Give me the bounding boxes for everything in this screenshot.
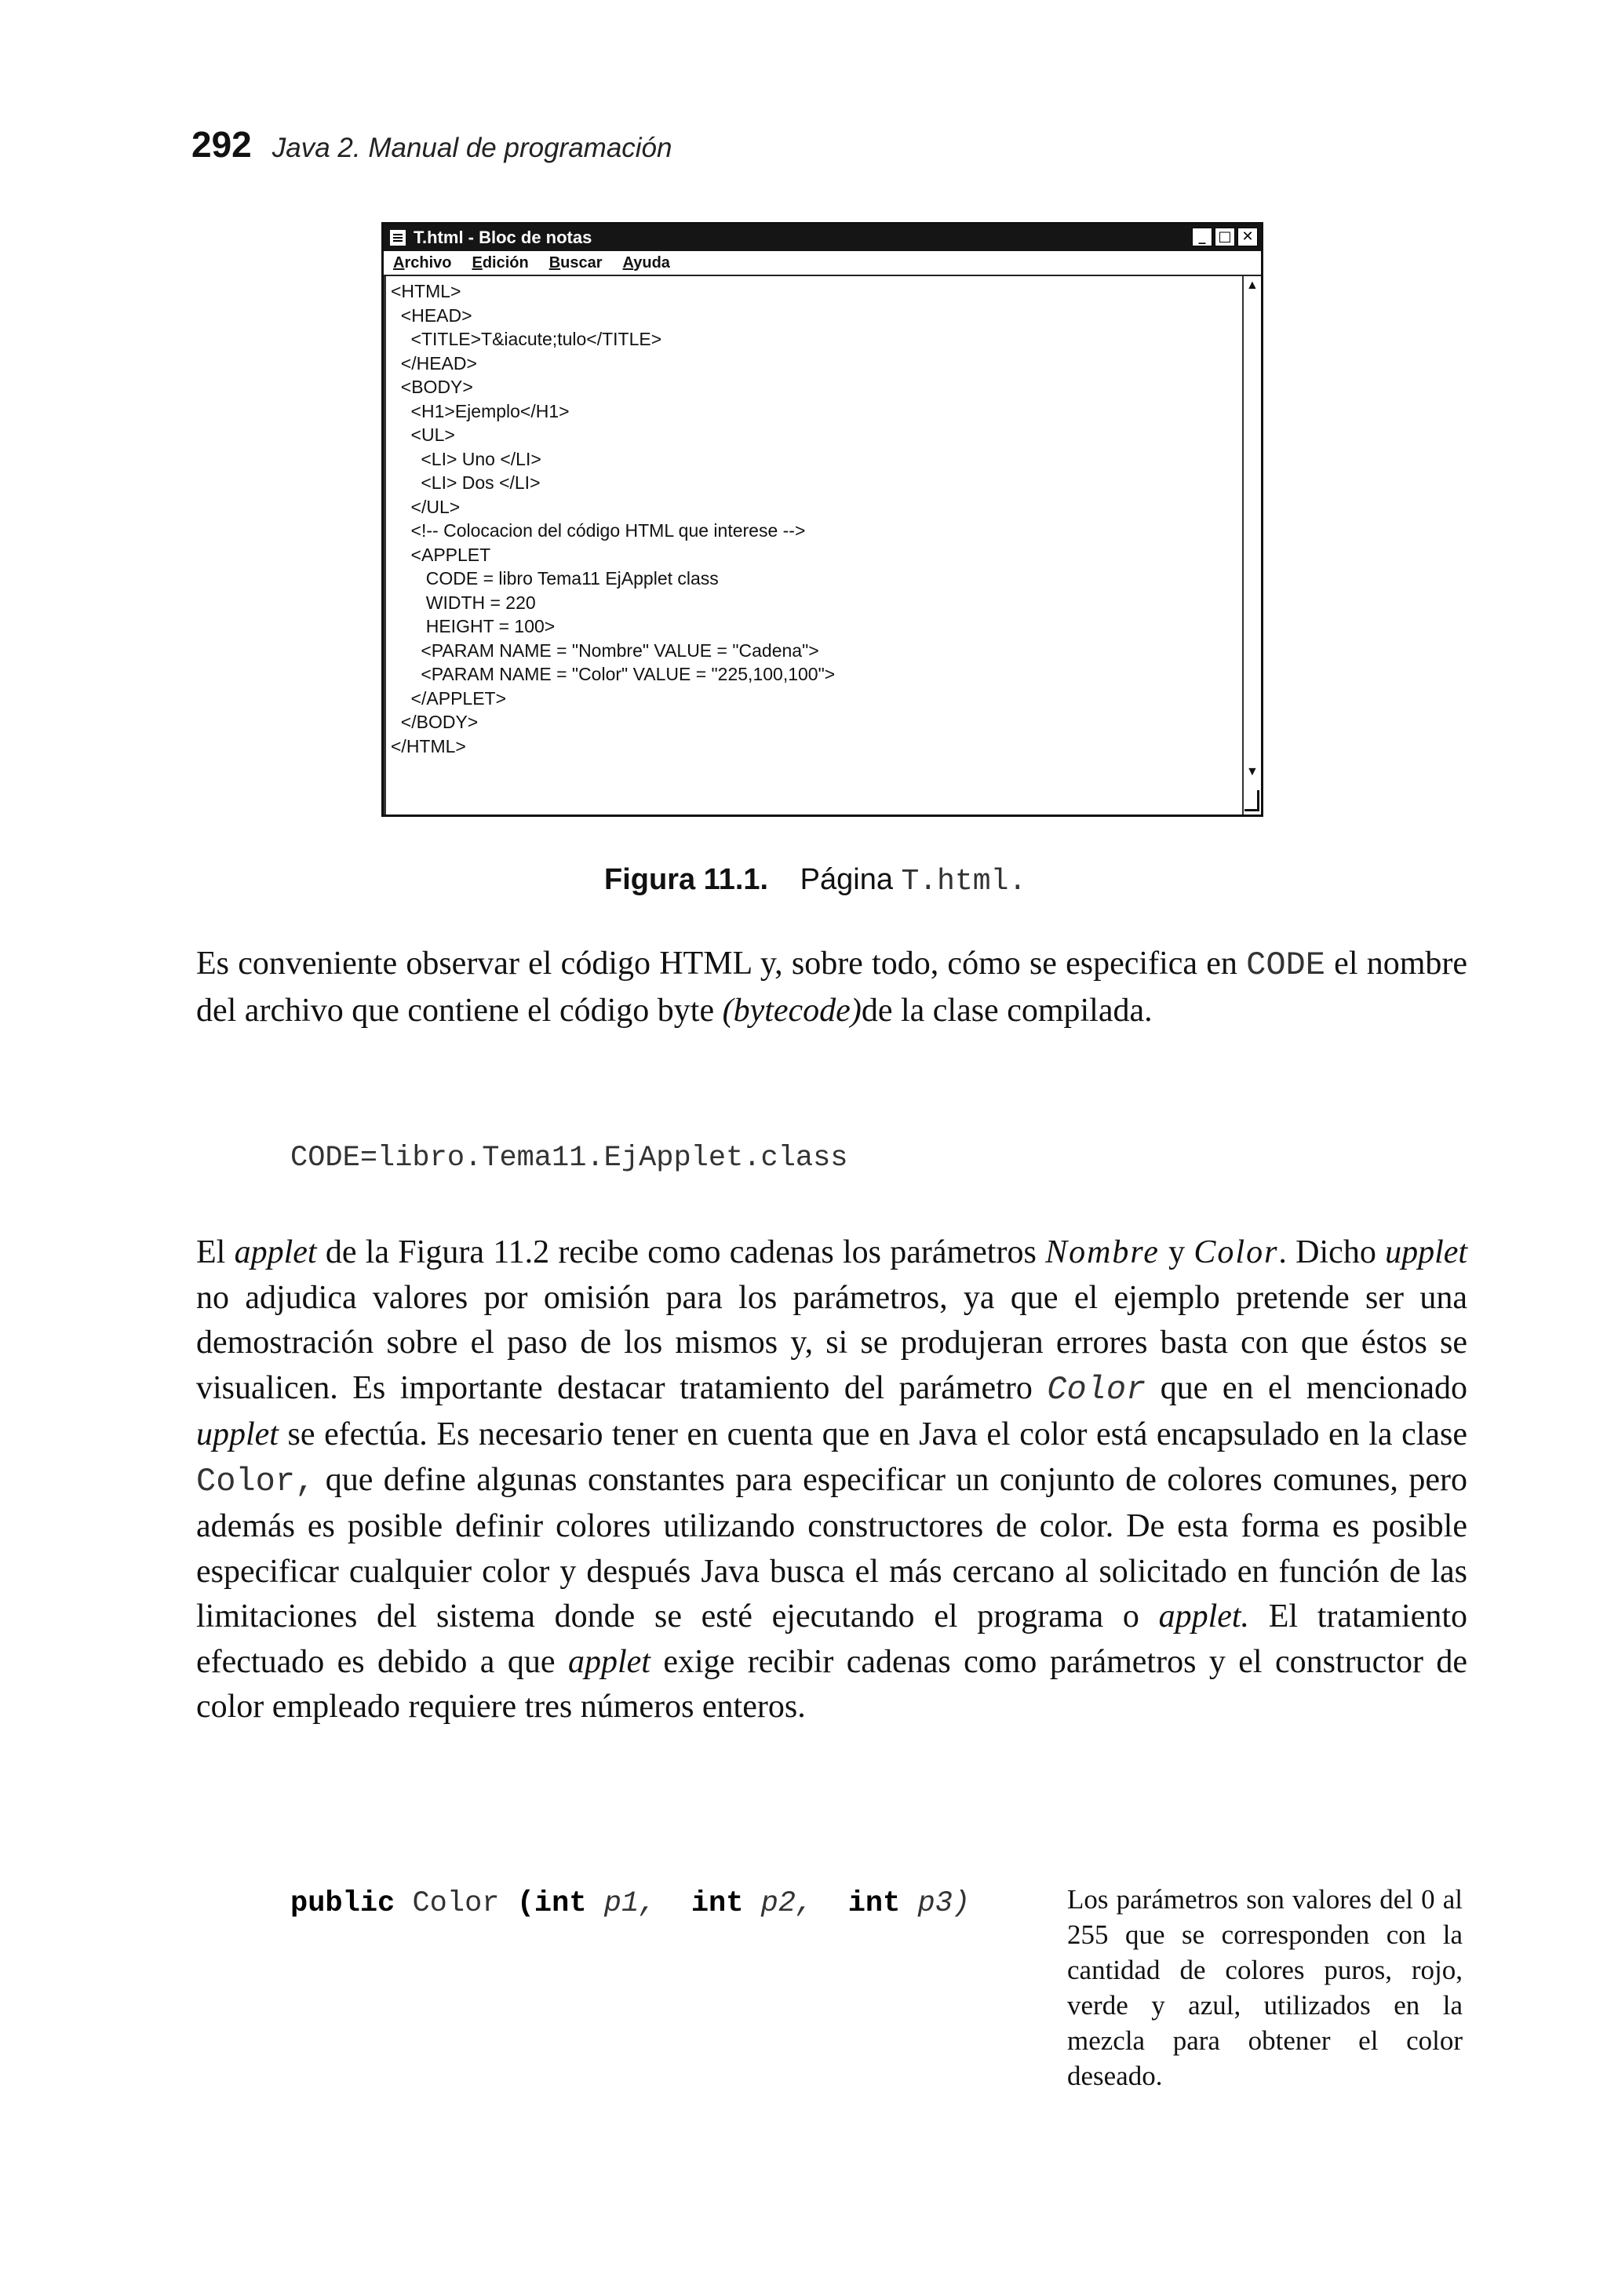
notepad-window (381, 222, 1263, 817)
constructor-signature (290, 1887, 970, 1920)
inline-code: Color, (196, 1462, 315, 1500)
param: p1, (603, 1887, 657, 1920)
italic-term: Nombre (1045, 1234, 1160, 1270)
code-line: </HEAD> (391, 352, 477, 374)
window-titlebar (384, 224, 1261, 251)
code-line: WIDTH = 220 (391, 592, 536, 613)
italic-term: applet (567, 1643, 650, 1680)
code-line: <LI> Uno </LI> (391, 448, 541, 469)
figure-text: Página (800, 863, 893, 896)
minimize-icon[interactable]: _ (1192, 228, 1212, 246)
text: de la clase compilada. (861, 992, 1153, 1029)
code-line: </APPLET> (391, 687, 507, 709)
book-title: Java 2. Manual de programación (271, 133, 672, 163)
menubar (384, 251, 1261, 276)
italic-term: applet (234, 1234, 317, 1270)
figure-caption (604, 863, 1026, 898)
menu-edicion[interactable]: Edición (472, 253, 529, 272)
scroll-down-icon[interactable]: ▼ (1246, 765, 1259, 778)
menu-buscar[interactable]: Buscar (548, 253, 603, 272)
code-line: <APPLET (391, 544, 491, 565)
window-title: T.html - Bloc de notas (414, 228, 592, 247)
italic-term: applet. (1158, 1598, 1250, 1635)
code-line: <!-- Colocacion del código HTML que interese --> (391, 520, 806, 541)
menu-archivo[interactable]: Archivo (393, 253, 452, 272)
text: el nombre del archivo que contiene el código byte (196, 946, 1467, 1029)
italic-term: (bytecode) (722, 992, 862, 1029)
code-line: </BODY> (391, 712, 479, 732)
maximize-icon[interactable]: □ (1215, 228, 1235, 246)
text: El (196, 1234, 226, 1270)
text: que define algunas constantes para especificar un conjunto de colores comunes, pero además es posible definir colores utilizando constructores de color. De esta forma es posible especificar cualquier color y después Java busca el más cercano al solicitado en función de las limitaciones del sistema donde se esté ejecutando el programa o (196, 1461, 1468, 1635)
figure-label: Figura 11.1. (604, 863, 769, 896)
inline-code: Color (1047, 1370, 1146, 1409)
page-number: 292 (191, 124, 252, 165)
keyword: public (290, 1887, 395, 1920)
text: El tratamiento efectuado es debido a que (196, 1598, 1468, 1680)
parameter-note: Los parámetros son valores del 0 al 255 que se corresponden con la cantidad de colores puros, rojo, verde y azul, utilizados en la mezcla para obtener el color deseado. (1067, 1884, 1463, 2091)
paragraph-2 (196, 1230, 1467, 1730)
figure-file: T.html. (901, 865, 1027, 898)
italic-term: upplet (1385, 1234, 1468, 1270)
code-line: <H1>Ejemplo</H1> (391, 400, 570, 421)
close-icon[interactable]: ✕ (1237, 228, 1258, 246)
code-example: CODE=libro.Tema11.EjApplet.class (290, 1142, 848, 1175)
menu-ayuda[interactable]: Ayuda (622, 253, 670, 272)
text: y (1168, 1234, 1186, 1270)
text-editor-area[interactable] (384, 276, 1244, 815)
text: Es conveniente observar el código HTML y, sobre todo, cómo se especifica en (196, 946, 1237, 982)
code-line: <PARAM NAME = "Color" VALUE = "225,100,100"> (391, 664, 836, 684)
text: que en el mencionado (1160, 1369, 1468, 1406)
code-line: CODE = libro Tema11 EjApplet class (391, 568, 719, 589)
paragraph-1 (196, 942, 1467, 1033)
running-header (191, 123, 672, 166)
resize-grip-icon[interactable] (1244, 790, 1259, 811)
keyword: int (691, 1887, 744, 1920)
text: . Dicho (1278, 1234, 1376, 1270)
code-line: </UL> (391, 496, 461, 517)
code-line: <HEAD> (391, 304, 472, 326)
text: exige recibir cadenas como parámetros y el constructor de color empleado requiere tres números enteros. (196, 1643, 1468, 1725)
class-name: Color (412, 1887, 500, 1920)
italic-term: upplet (196, 1416, 279, 1452)
inline-code: CODE (1246, 946, 1325, 984)
text: se efectúa. Es necesario tener en cuenta que en Java el color está encapsulado en la clase (287, 1416, 1468, 1452)
vertical-scrollbar[interactable] (1242, 276, 1261, 815)
code-line: <BODY> (391, 377, 473, 397)
code-line: <UL> (391, 425, 455, 445)
code-line: HEIGHT = 100> (391, 616, 556, 636)
text: no adjudica valores por omisión para los parámetros, ya que el ejemplo pretende ser una demostración sobre el paso de los mismos y, si se produjeran errores basta con que éstos se visualicen. Es importante destacar tratamiento del parámetro (196, 1279, 1467, 1406)
notepad-icon (390, 230, 406, 246)
code-line: <HTML> (391, 281, 461, 301)
code-line: <TITLE>T&iacute;tulo</TITLE> (391, 329, 662, 349)
param: p2, (760, 1887, 814, 1920)
code-line: <LI> Dos </LI> (391, 472, 541, 493)
code-line: <PARAM NAME = "Nombre" VALUE = "Cadena"> (391, 640, 819, 661)
scroll-up-icon[interactable]: ▲ (1246, 279, 1259, 292)
code-line: </HTML> (391, 735, 466, 756)
text: de la Figura 11.2 recibe como cadenas los parámetros (325, 1234, 1037, 1270)
paren: ( (516, 1887, 534, 1920)
param: p3) (917, 1887, 971, 1920)
window-controls (1192, 228, 1258, 246)
italic-term: Color (1193, 1234, 1279, 1270)
keyword: int (534, 1887, 587, 1920)
keyword: int (847, 1887, 901, 1920)
